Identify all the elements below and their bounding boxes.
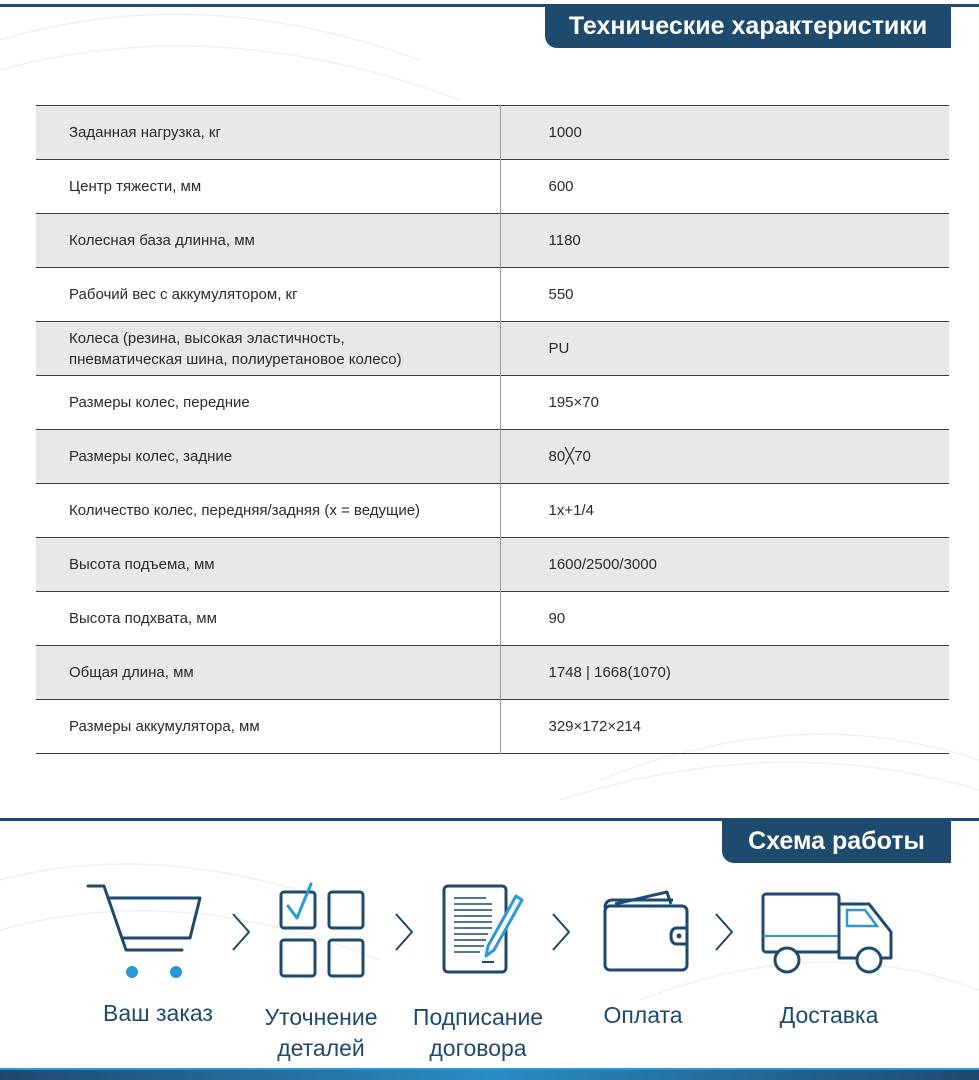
- spec-value: 195×70: [548, 394, 599, 411]
- spec-param: Размеры аккумулятора, мм: [36, 700, 500, 754]
- spec-param: Колеса (резина, высокая эластичность, пневматическая шина, полиуретановое колесо): [36, 322, 500, 376]
- step-details: [255, 878, 387, 1064]
- table-row: [36, 322, 949, 376]
- step-contract: [410, 878, 546, 1064]
- chevron-right-icon: [549, 912, 573, 952]
- specs-title: Технические характеристики: [545, 4, 951, 48]
- table-row: [36, 214, 949, 268]
- spec-value: 1180: [548, 232, 581, 249]
- table-row: [36, 592, 949, 646]
- spec-value: 80╳70: [548, 448, 591, 465]
- spec-value: 1x+1/4: [548, 502, 594, 519]
- truck-icon: [759, 878, 899, 978]
- checklist-icon: [271, 878, 371, 978]
- spec-value: 600: [548, 178, 574, 195]
- step-delivery-label: Доставка: [779, 1002, 879, 1028]
- spec-value: 1600/2500/3000: [548, 556, 657, 573]
- bottom-bar: [0, 1070, 979, 1080]
- table-row: [36, 160, 949, 214]
- step-payment-label: Оплата: [603, 1002, 683, 1028]
- table-row: [36, 538, 949, 592]
- step-order-label: Ваш заказ: [103, 1000, 213, 1026]
- step-delivery: [756, 878, 902, 1031]
- table-row: [36, 376, 949, 430]
- step-contract-label: Подписание договора: [412, 1004, 544, 1061]
- cart-icon: [86, 878, 206, 978]
- table-row: [36, 268, 949, 322]
- table-row: [36, 106, 949, 160]
- spec-param: Общая длина, мм: [36, 646, 500, 700]
- spec-value: 329×172×214: [548, 718, 642, 735]
- spec-param: Размеры колес, передние: [36, 376, 500, 430]
- table-row: [36, 484, 949, 538]
- table-row: [36, 646, 949, 700]
- chevron-right-icon: [712, 912, 736, 952]
- specs-table: [36, 105, 949, 754]
- spec-param: Количество колес, передняя/задняя (x = ведущие): [36, 484, 500, 538]
- table-row: [36, 700, 949, 754]
- spec-param: Высота подхвата, мм: [36, 592, 500, 646]
- spec-param: Заданная нагрузка, кг: [36, 106, 500, 160]
- spec-param: Центр тяжести, мм: [36, 160, 500, 214]
- spec-param: Высота подъема, мм: [36, 538, 500, 592]
- wallet-icon: [593, 878, 693, 978]
- spec-value: 1000: [548, 124, 582, 141]
- spec-value: PU: [548, 340, 570, 357]
- spec-param: Рабочий вес с аккумулятором, кг: [36, 268, 500, 322]
- spec-value: 1748 | 1668(1070): [548, 664, 671, 681]
- workflow-steps: [0, 878, 979, 1068]
- chevron-right-icon: [229, 912, 253, 952]
- contract-icon: [428, 878, 528, 978]
- step-details-label: Уточнение деталей: [264, 1004, 378, 1061]
- spec-param: Размеры колес, задние: [36, 430, 500, 484]
- table-row: [36, 430, 949, 484]
- scheme-title: Схема работы: [722, 819, 951, 863]
- spec-value: 550: [548, 286, 574, 303]
- step-payment: [578, 878, 708, 1031]
- step-order: [88, 878, 228, 1029]
- spec-value: 90: [548, 610, 566, 627]
- spec-param: Колесная база длинна, мм: [36, 214, 500, 268]
